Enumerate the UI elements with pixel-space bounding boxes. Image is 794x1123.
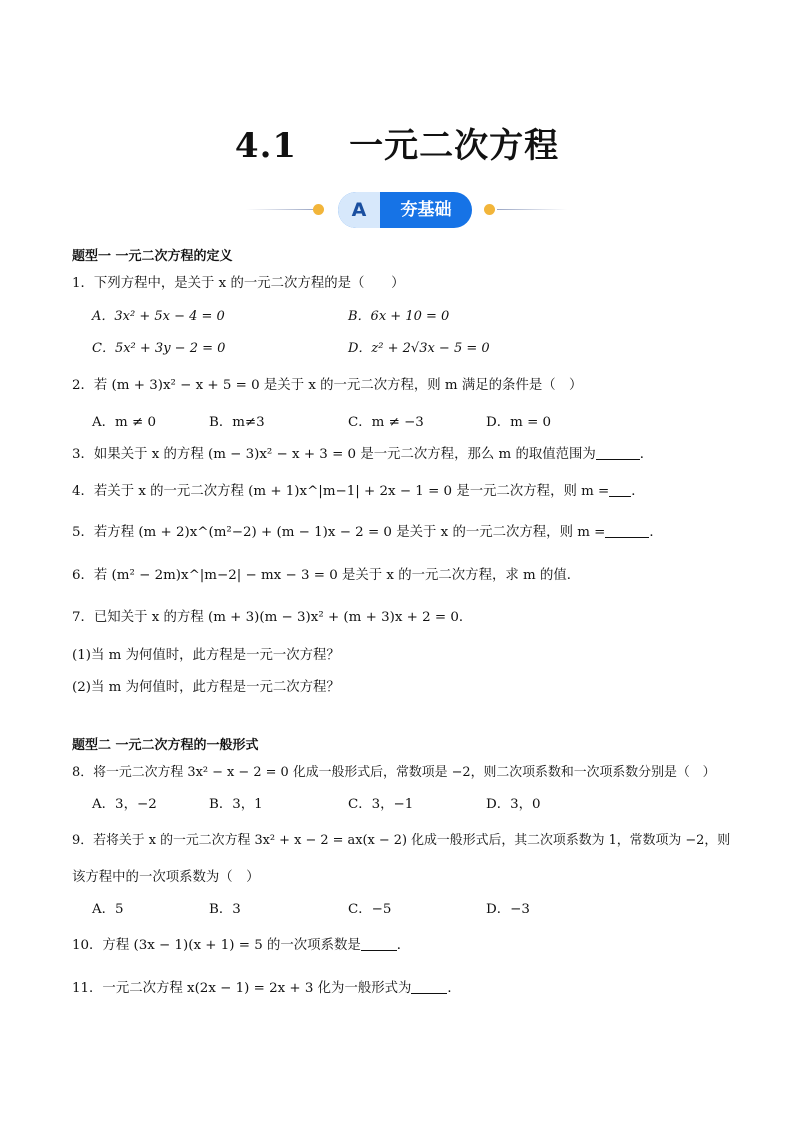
question-7-part-2: (2)当 m 为何值时，此方程是一元二次方程？ — [72, 680, 340, 695]
q9-option-c: C．−5 — [348, 902, 392, 917]
question-9-cont: 该方程中的一次项系数为（ ） — [72, 870, 260, 885]
q2-option-b: B．m≠3 — [209, 415, 265, 430]
question-8: 8．将一元二次方程 3x² − x − 2 = 0 化成一般形式后，常数项是 −2，则二次项系数和一次项系数分别是（ ） — [72, 765, 716, 780]
section-heading-1: 题型一 一元二次方程的定义 — [72, 249, 233, 264]
question-4 — [72, 480, 645, 499]
q2-option-d: D．m = 0 — [486, 415, 552, 430]
level-label: 夯基础 — [400, 200, 452, 220]
q10-text: 10．方程 (3x − 1)(x + 1) = 5 的一次项系数是 — [72, 938, 361, 953]
q3-answer-blank[interactable] — [596, 447, 640, 460]
banner-dot-right — [484, 204, 495, 215]
q4-end: ． — [631, 484, 645, 499]
question-7: 7．已知关于 x 的方程 (m + 3)(m − 3)x² + (m + 3)x + 2 = 0． — [72, 610, 473, 625]
q8-option-a: A．3，−2 — [92, 797, 157, 812]
level-letter: A — [338, 192, 380, 228]
section-number: 4.1 — [234, 126, 298, 166]
q5-end: ． — [649, 525, 663, 540]
q11-end: ． — [447, 981, 461, 996]
question-5 — [72, 521, 663, 540]
question-3 — [72, 443, 653, 462]
q11-answer-blank[interactable] — [411, 981, 447, 994]
banner-line-right — [497, 209, 567, 210]
question-7-part-1: (1)当 m 为何值时，此方程是一元一次方程？ — [72, 648, 340, 663]
q1-option-b: B．6x + 10 = 0 — [348, 309, 450, 324]
question-2: 2．若 (m + 3)x² − x + 5 = 0 是关于 x 的一元二次方程，则 m 满足的条件是（ ） — [72, 378, 583, 393]
section-title: 一元二次方程 — [349, 126, 560, 166]
level-banner — [0, 192, 794, 228]
q3-end: ． — [639, 447, 654, 462]
q10-end: ． — [396, 938, 411, 953]
q8-option-d: D．3，0 — [486, 797, 541, 812]
q4-answer-blank[interactable] — [609, 484, 631, 497]
q5-answer-blank[interactable] — [605, 525, 649, 538]
q11-text: 11．一元二次方程 x(2x − 1) = 2x + 3 化为一般形式为 — [72, 981, 412, 996]
q1-option-c: C．5x² + 3y − 2 = 0 — [92, 341, 226, 356]
banner-line-left — [246, 209, 316, 210]
q9-option-b: B．3 — [209, 902, 241, 917]
q9-option-a: A．5 — [92, 902, 124, 917]
question-6: 6．若 (m² − 2m)x^|m−2| − mx − 3 = 0 是关于 x 的一元二次方程，求 m 的值． — [72, 568, 581, 583]
question-1: 1．下列方程中，是关于 x 的一元二次方程的是（ ） — [72, 276, 405, 291]
q2-option-c: C．m ≠ −3 — [348, 415, 424, 430]
q8-option-c: C．3，−1 — [348, 797, 414, 812]
question-11 — [72, 977, 461, 996]
q4-text: 4．若关于 x 的一元二次方程 (m + 1)x^|m−1| + 2x − 1 = 0 是一元二次方程，则 m = — [72, 484, 610, 499]
q9-option-d: D．−3 — [486, 902, 530, 917]
q5-text: 5．若方程 (m + 2)x^(m²−2) + (m − 1)x − 2 = 0 是关于 x 的一元二次方程，则 m = — [72, 525, 606, 540]
q1-option-d: D．z² + 2√3x − 5 = 0 — [348, 341, 490, 356]
page-title — [0, 118, 794, 167]
banner-dot-left — [313, 204, 324, 215]
question-10 — [72, 934, 410, 953]
level-badge — [338, 192, 472, 228]
q1-option-a: A．3x² + 5x − 4 = 0 — [92, 309, 225, 324]
q8-option-b: B．3，1 — [209, 797, 263, 812]
q10-answer-blank[interactable] — [361, 938, 397, 951]
q2-option-a: A．m ≠ 0 — [92, 415, 157, 430]
section-heading-2: 题型二 一元二次方程的一般形式 — [72, 738, 259, 753]
question-9: 9．若将关于 x 的一元二次方程 3x² + x − 2 = ax(x − 2) 化成一般形式后，其二次项系数为 1，常数项为 −2，则 — [72, 833, 731, 848]
q3-text: 3．如果关于 x 的方程 (m − 3)x² − x + 3 = 0 是一元二次方程，那么 m 的取值范围为 — [72, 447, 596, 462]
